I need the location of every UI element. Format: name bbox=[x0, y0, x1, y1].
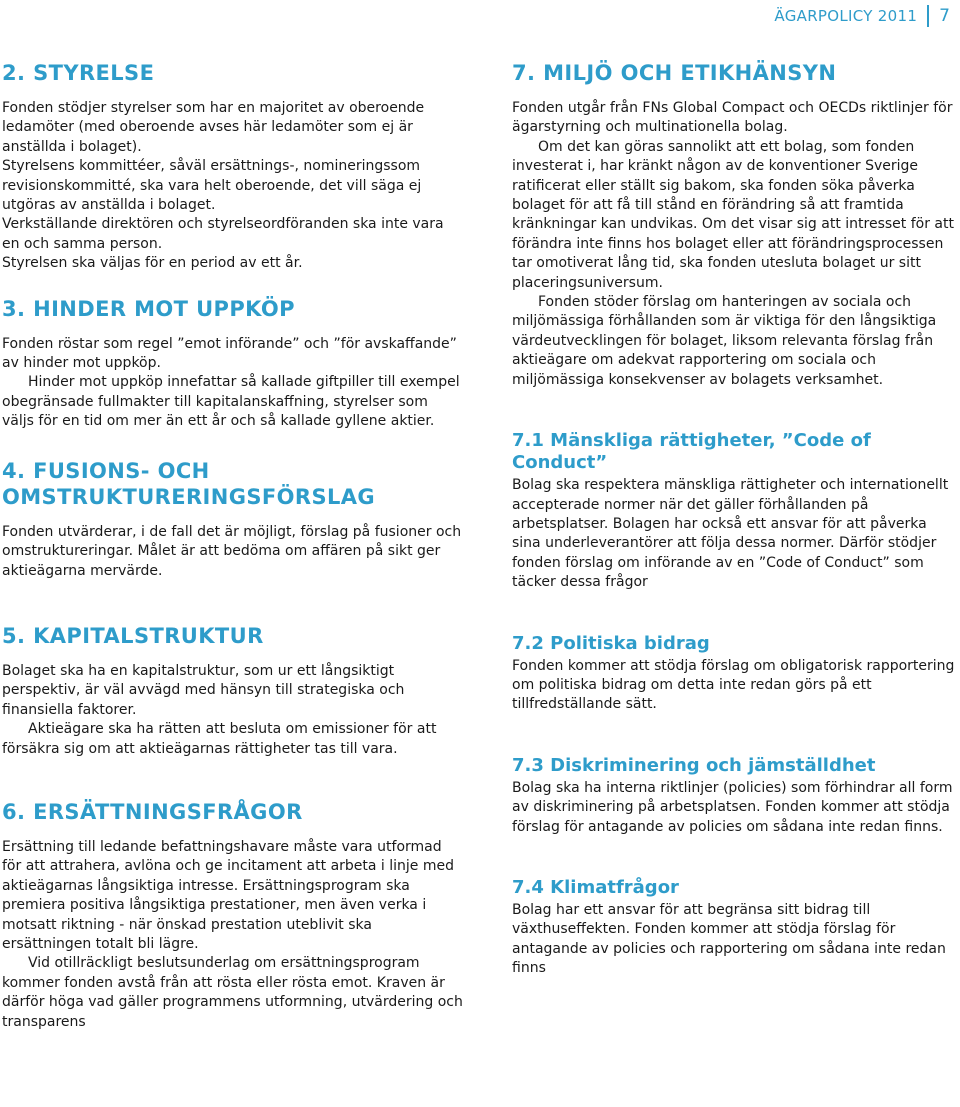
subsection-heading: 7.2 Politiska bidrag bbox=[512, 632, 710, 654]
paragraph: Fonden röstar som regel ”emot införande” och ”för avskaffande” av hinder mot uppköp. bbox=[2, 335, 457, 372]
subsection-heading: 7.1 Mänskliga rättigheter, ”Code of Conduct” bbox=[512, 430, 871, 474]
section-heading: 6. ERSÄTTNINGSFRÅGOR bbox=[2, 799, 303, 824]
section-ersattningsfragor bbox=[2, 799, 464, 1032]
paragraph: Bolag har ett ansvar för att begränsa sitt bidrag till växthuseffekten. Fonden kommer att stödja förslag för antagande av policies och rapportering om sådana inte redan finns bbox=[512, 901, 946, 977]
right-column bbox=[512, 58, 958, 979]
paragraph: Styrelsen ska väljas för en period av ett år. bbox=[2, 255, 303, 272]
section-heading: 2. STYRELSE bbox=[2, 61, 155, 85]
section-klimatfragor bbox=[512, 877, 958, 979]
section-kapitalstruktur bbox=[2, 623, 464, 759]
section-styrelse bbox=[2, 60, 464, 274]
subsection-heading: 7.4 Klimatfrågor bbox=[512, 876, 679, 898]
paragraph: Fonden utvärderar, i de fall det är möjligt, förslag på fusioner och omstruktureringar. Målet är att bedöma om affären på sikt ger aktieägarna mervärde. bbox=[2, 523, 462, 579]
section-heading: 7. MILJÖ OCH ETIKHÄNSYN bbox=[512, 61, 837, 85]
header-divider bbox=[927, 5, 929, 27]
section-politiska-bidrag bbox=[512, 633, 958, 715]
paragraph: Fonden stödjer styrelser som har en majoritet av oberoende ledamöter (med oberoende avses här ledamöter som ej är anställda i bolaget). bbox=[2, 100, 425, 155]
paragraph: Hinder mot uppköp innefattar så kallade giftpiller till exempel obegränsade fullmakter till kapitalanskaffning, styrelser som väljs för en tid om mer än ett år och så kallade gyllene aktier. bbox=[2, 374, 460, 430]
section-diskriminering bbox=[512, 755, 958, 837]
paragraph: Styrelsens kommittéer, såväl ersättnings-, nomineringssom revisionskommitté, ska vara helt oberoende, det vill säga ej utgöras av anställda i bolaget. bbox=[2, 158, 422, 214]
paragraph: Fonden stöder förslag om hanteringen av sociala och miljömässiga förhållanden som är viktiga för den långsiktiga värdeutvecklingen för bolaget, liksom relevanta förslag från aktieägare om adekvat rapportering om sociala och miljömässiga konsekvenser av bolagets verksamhet. bbox=[512, 294, 937, 388]
document-title: ÄGARPOLICY 2011 bbox=[774, 7, 918, 25]
paragraph: Bolaget ska ha en kapitalstruktur, som ur ett långsiktigt perspektiv, är väl avvägd med hänsyn till strategiska och finansiella faktorer. bbox=[2, 662, 405, 718]
page-header bbox=[774, 4, 950, 28]
paragraph: Vid otillräckligt beslutsunderlag om ersättningsprogram kommer fonden avstå från att rösta eller rösta emot. Kraven är därför höga vad gäller programmens utformning, utvärdering och transparens bbox=[2, 955, 463, 1030]
section-fusioner bbox=[2, 458, 464, 581]
paragraph: Bolag ska respektera mänskliga rättigheter och internationellt accepterade normer när det gäller förhållanden på arbetsplatser. Bolagen har också ett ansvar för att påverka sina underleverantörer att följa dessa normer. Därför stödjer fonden förslag om införande av en ”Code of Conduct” som täcker dessa frågor bbox=[512, 477, 949, 591]
paragraph: Fonden kommer att stödja förslag om obligatorisk rapportering om politiska bidrag om detta inte redan görs på ett tillfredställande sätt. bbox=[512, 657, 955, 713]
section-miljo-och-etik bbox=[512, 60, 958, 390]
section-heading: 3. HINDER MOT UPPKÖP bbox=[2, 296, 295, 321]
paragraph: Om det kan göras sannolikt att ett bolag, som fonden investerat i, har kränkt någon av de konventioner Sverige ratificerat eller ställt sig bakom, ska fonden söka påverka bolaget för att få till stånd en förändring så att framtida kränkningar kan undvikas. Om det visar sig att intresset för att förändra inte finns hos bolaget eller att förändringsprocessen tar omotiverat lång tid, ska fonden utesluta bolaget ur sitt placeringsuniversum. bbox=[512, 138, 954, 291]
paragraph: Bolag ska ha interna riktlinjer (policies) som förhindrar all form av diskriminering på arbetsplatsen. Fonden kommer att stödja förslag för antagande av policies om sådana inte redan finns. bbox=[512, 779, 953, 835]
page-number: 7 bbox=[939, 6, 950, 26]
subsection-heading: 7.3 Diskriminering och jämställdhet bbox=[512, 754, 876, 776]
paragraph: Aktieägare ska ha rätten att besluta om emissioner för att försäkra sig om att aktieägarnas rättigheter tas till vara. bbox=[2, 721, 437, 757]
paragraph: Verkställande direktören och styrelseordföranden ska inte vara en och samma person. bbox=[2, 216, 444, 252]
paragraph: Ersättning till ledande befattningshavare måste vara utformad för att attrahera, avlöna och ge incitament att arbeta i linje med aktieägarnas långsiktiga intresse. Ersättningsprogram ska premiera positiva långsiktiga prestationer, men även verka i motsatt riktning - när önskad prestation uteblivit ska ersättningen totalt bli lägre. bbox=[2, 838, 455, 952]
section-heading: 4. FUSIONS- OCH OMSTRUKTURERINGSFÖRSLAG bbox=[2, 458, 376, 509]
section-heading: 5. KAPITALSTRUKTUR bbox=[2, 623, 264, 648]
section-hinder-mot-uppkop bbox=[2, 296, 464, 432]
paragraph: Fonden utgår från FNs Global Compact och OECDs riktlinjer för ägarstyrning och multinationella bolag. bbox=[512, 100, 953, 136]
left-column bbox=[2, 58, 464, 1032]
section-manskliga-rattigheter bbox=[512, 430, 958, 592]
